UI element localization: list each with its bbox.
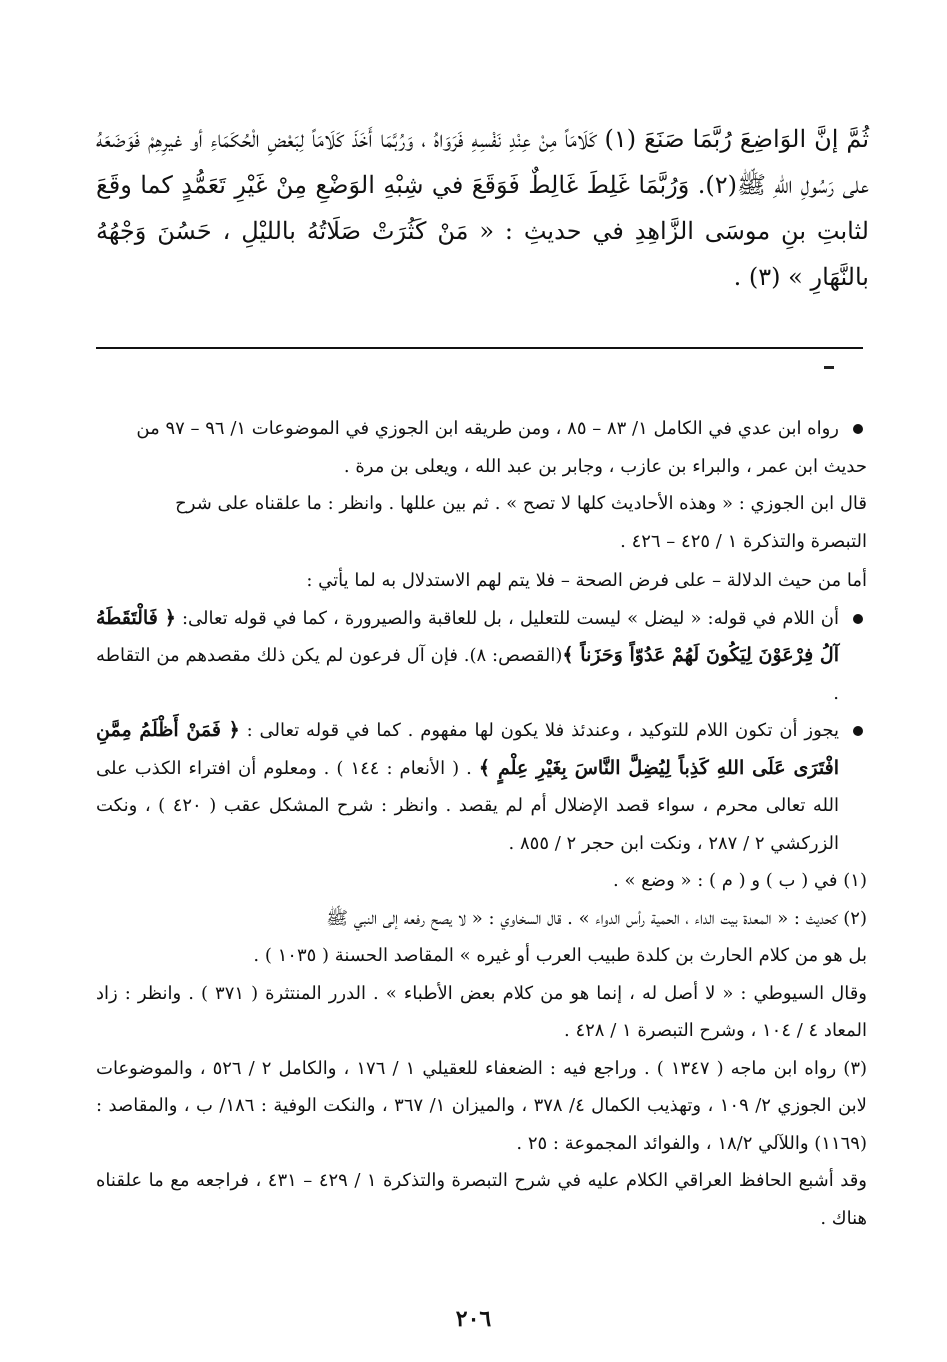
- note-line: أما من حيث الدلالة – على فرض الصحة – فلا يتم لهم الاستدلال به لما يأتي :: [306, 570, 867, 591]
- note-text: (القصص: ٨). فإن آل فرعون لم يكن ذلك مقصدهم من التقاطه .: [96, 645, 839, 704]
- separator-mark: [824, 366, 834, 369]
- bullet-icon: [853, 726, 863, 736]
- note-paragraph: [96, 712, 839, 862]
- note-line: التبصرة والتذكرة ١ / ٤٢٥ – ٤٢٦ .: [620, 530, 867, 552]
- bullet-note-3: [96, 712, 867, 862]
- footnote-2-line: (٢) كحديث : « المعدة بيت الداء ، الحمية رأس الدواء » . قال السخاوي : « لا يصح رفعه إلى النبي ﷺ: [326, 907, 867, 929]
- main-body-text: ثُمَّ إنَّ الوَاضِعَ رُبَّمَا صَنَعَ (١) كَلَامَاً مِنْ عِنْدِ نَفْسِهِ فَرَوَاهُ ، وَرُبَّمَا أَخَذَ كَلَامَاً لِبَعْضِ الْحُكَمَاءِ أو غيرِهِمْ فَوَضَعَهُ على رَسُولِ اللهِ ﷺ(٢). وَرُبَّمَا غَلِطَ غَالِطٌ فَوَقَعَ في شِبْهِ الوَضْعِ مِنْ غَيْرِ تَعَمُّدٍ كما وقَعَ لثابتِ بنِ موسَى الزَّاهِدِ في حديثِ : « مَنْ كَثُرَتْ صَلَاتُهُ بالليْلِ ، حَسُنَ وَجْهُهُ بالنَّهَارِ » (٣) .: [96, 125, 869, 291]
- footnote-separator: [96, 347, 863, 349]
- note-text: . ( الأنعام : ١٤٤ ) . ومعلوم أن افتراء الكذب على الله تعالى محرم ، سواء قصد الإضلال أم لم يقصد . وانظر : شرح المشكل عقب ( ٤٢٠ ) ، ونكت الزركشي ٢ / ٢٨٧ ، ونكت ابن حجر ٢ / ٨٥٥ .: [96, 757, 839, 854]
- footnote-1: (١) في ( ب ) و ( م ) : « وضع » .: [613, 870, 867, 891]
- footnote-3-line: وقد أشبع الحافظ العراقي الكلام عليه في شرح التبصرة والتذكرة ١ / ٤٢٩ – ٤٣١ ، فراجعه مع ما علقناه هناك .: [96, 1170, 867, 1229]
- footnote-2-line: وقال السيوطي : « لا أصل له ، إنما هو من كلام بعض الأطباء » . الدرر المنتثرة ( ٣٧١ ) . وانظر : زاد المعاد ٤ / ١٠٤ ، وشرح التبصرة ١ / ٤٢٨ .: [96, 982, 867, 1041]
- footnote-3-line: (٣) رواه ابن ماجه ( ١٣٤٧ ) . وراجع فيه : الضعفاء للعقيلي ١ / ١٧٦ ، والكامل ٢ / ٥٢٦ ، والموضوعات لابن الجوزي ٢/ ١٠٩ ، وتهذيب الكمال ٤/ ٣٧٨ ، والميزان ١/ ٣٦٧ ، والنكت الوفية : ١٨٦/ ب ، والمقاصد : (١١٦٩) واللآلي ١٨/٢ ، والفوائد المجموعة : ٢٥ .: [96, 1057, 868, 1154]
- note-paragraph: [96, 600, 839, 713]
- bullet-icon: [853, 614, 863, 624]
- footnote-2-line: بل هو من كلام الحارث بن كلدة طبيب العرب أو غيره » المقاصد الحسنة ( ١٠٣٥ ) .: [253, 945, 867, 966]
- note-text: أن اللام في قوله: « ليضل » ليست للتعليل ، بل للعاقبة والصيرورة ، كما في قوله تعالى:: [181, 607, 839, 629]
- note-text: يجوز أن تكون اللام للتوكيد ، وعندئذ فلا يكون لها مفهوم . كما في قوله تعالى :: [246, 720, 839, 741]
- bullet-note-1: [96, 410, 867, 448]
- note-line: رواه ابن عدي في الكامل ١/ ٨٣ – ٨٥ ، ومن طريقه ابن الجوزي في الموضوعات ١/ ٩٦ – ٩٧ من: [136, 418, 839, 439]
- footnotes-section: [96, 410, 867, 1237]
- quran-verse: ﴿ فَمَنْ أَظْلَمُ مِمَّنِ افْتَرَى عَلَى اللهِ كَذِباً لِيُضِلَّ النَّاسَ بِغَيْرِ عِلْمٍ ﴾: [96, 719, 839, 779]
- bullet-note-2: [96, 600, 867, 713]
- note-line: حديث ابن عمر ، والبراء بن عازب ، وجابر بن عبد الله ، ويعلى بن مرة .: [343, 455, 867, 477]
- bullet-icon: [853, 424, 863, 434]
- quran-verse: ﴿ فَالْتَقَطَهُ آلُ فِرْعَوْنَ لِيَكُونَ لَهُمْ عَدُوّاً وَحَزَناً ﴾: [96, 606, 840, 666]
- page-number: ٢٠٦: [455, 1306, 492, 1332]
- note-line: قال ابن الجوزي : « وهذه الأحاديث كلها لا تصح » . ثم بين عللها . وانظر : ما علقناه على شرح: [175, 493, 867, 514]
